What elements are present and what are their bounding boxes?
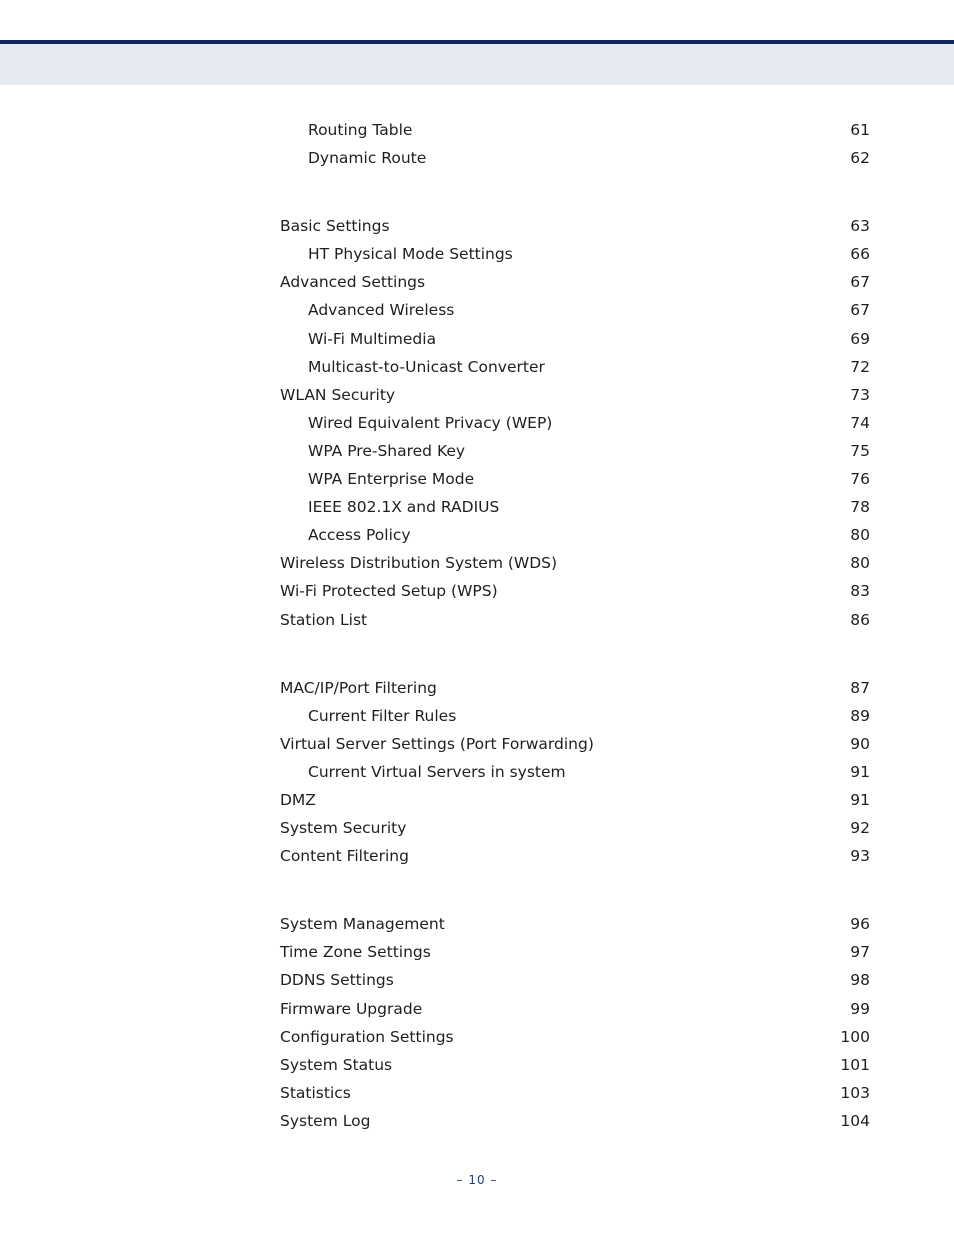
toc-entry-title: Routing Table (308, 121, 413, 139)
toc-entry[interactable] (280, 606, 870, 634)
toc-entry-title: Dynamic Route (308, 149, 427, 168)
toc-entry-page-number: 73 (850, 385, 870, 404)
toc-entry[interactable] (280, 409, 870, 437)
toc-entry-title: DDNS Settings (280, 971, 394, 990)
toc-entry[interactable] (280, 212, 870, 240)
toc-entry-title: Virtual Server Settings (Port Forwarding) (280, 734, 594, 753)
page-number: – 10 – (456, 1173, 498, 1187)
toc-group (280, 116, 870, 172)
toc-entry[interactable] (280, 116, 870, 144)
toc-entry[interactable] (280, 730, 870, 758)
toc-entry[interactable] (280, 521, 870, 549)
toc-group (280, 910, 870, 1135)
toc-entry-title: Multicast-to-Unicast Converter (308, 357, 545, 376)
toc-entry-page-number: 87 (850, 678, 870, 697)
toc-entry-page-number: 91 (850, 790, 870, 809)
toc-entry[interactable] (280, 1051, 870, 1079)
toc-entry-title: Advanced Settings (280, 273, 426, 292)
toc-entry-page-number: 104 (840, 1111, 870, 1130)
toc-entry-page-number: 103 (840, 1083, 870, 1102)
toc-entry[interactable] (280, 465, 870, 493)
toc-entry-page-number: 101 (840, 1055, 870, 1074)
toc-entry-title: Time Zone Settings (280, 943, 431, 962)
toc-entry[interactable] (280, 966, 870, 994)
toc-entry[interactable] (280, 674, 870, 702)
toc-entry[interactable] (280, 437, 870, 465)
toc-entry-page-number: 100 (840, 1027, 870, 1046)
toc-entry-title: DMZ (280, 790, 316, 809)
toc-group (280, 674, 870, 871)
toc-entry-page-number: 96 (850, 915, 870, 934)
toc-entry-page-number: 98 (850, 971, 870, 990)
toc-entry-title: IEEE 802.1X and RADIUS (308, 498, 500, 517)
toc-entry-page-number: 69 (850, 329, 870, 348)
toc-entry-page-number: 74 (850, 413, 870, 432)
toc-entry-title: Basic Settings (280, 217, 390, 236)
toc-entry-page-number: 67 (850, 273, 870, 292)
toc-entry-page-number: 90 (850, 734, 870, 753)
toc-group (280, 212, 870, 633)
toc-entry-page-number: 92 (850, 819, 870, 838)
toc-entry-page-number: 91 (850, 762, 870, 781)
toc-entry[interactable] (280, 786, 870, 814)
toc-entry-title: MAC/IP/Port Filtering (280, 678, 437, 697)
toc-entry[interactable] (280, 758, 870, 786)
toc-entry-title: Access Policy (308, 526, 411, 545)
toc-entry[interactable] (280, 938, 870, 966)
toc-entry-title: WPA Pre-Shared Key (308, 441, 466, 460)
toc-entry-title: Configuration Settings (280, 1027, 454, 1046)
toc-entry-page-number: 61 (850, 121, 870, 139)
toc-entry-page-number: 67 (850, 301, 870, 320)
toc-entry-title: WPA Enterprise Mode (308, 470, 475, 489)
page-header-band (0, 40, 954, 85)
table-of-contents (280, 116, 870, 1175)
toc-entry[interactable] (280, 1079, 870, 1107)
toc-entry[interactable] (280, 493, 870, 521)
toc-entry-page-number: 72 (850, 357, 870, 376)
toc-entry-page-number: 78 (850, 498, 870, 517)
toc-entry-title: Station List (280, 610, 368, 629)
toc-entry[interactable] (280, 814, 870, 842)
toc-entry-title: WLAN Security (280, 385, 396, 404)
toc-entry-page-number: 80 (850, 526, 870, 545)
toc-entry-title: Current Virtual Servers in system (308, 762, 566, 781)
toc-entry[interactable] (280, 325, 870, 353)
toc-entry[interactable] (280, 1023, 870, 1051)
toc-entry[interactable] (280, 910, 870, 938)
toc-entry-title: System Status (280, 1055, 393, 1074)
toc-entry[interactable] (280, 995, 870, 1023)
toc-entry[interactable] (280, 549, 870, 577)
toc-entry-title: Wireless Distribution System (WDS) (280, 554, 558, 573)
toc-entry-page-number: 83 (850, 582, 870, 601)
toc-entry-page-number: 93 (850, 847, 870, 866)
toc-entry-title: HT Physical Mode Settings (308, 245, 513, 264)
toc-entry-page-number: 97 (850, 943, 870, 962)
toc-entry-page-number: 66 (850, 245, 870, 264)
toc-entry-title: Advanced Wireless (308, 301, 455, 320)
toc-entry-title: Wi-Fi Multimedia (308, 329, 437, 348)
toc-entry-page-number: 99 (850, 999, 870, 1018)
toc-entry[interactable] (280, 381, 870, 409)
toc-entry[interactable] (280, 144, 870, 172)
toc-entry-title: Wi-Fi Protected Setup (WPS) (280, 582, 498, 601)
toc-entry[interactable] (280, 296, 870, 324)
toc-entry-page-number: 86 (850, 610, 870, 629)
toc-entry-title: Firmware Upgrade (280, 999, 423, 1018)
toc-entry[interactable] (280, 702, 870, 730)
toc-entry-title: Current Filter Rules (308, 706, 457, 725)
toc-entry-title: Content Filtering (280, 847, 409, 866)
toc-entry[interactable] (280, 842, 870, 870)
toc-entry-title: System Security (280, 819, 407, 838)
toc-entry-title: System Management (280, 915, 445, 934)
toc-entry-page-number: 62 (850, 149, 870, 168)
toc-entry-page-number: 89 (850, 706, 870, 725)
toc-entry[interactable] (280, 1107, 870, 1135)
toc-entry-title: System Log (280, 1111, 371, 1130)
toc-entry-page-number: 63 (850, 217, 870, 236)
toc-entry[interactable] (280, 240, 870, 268)
toc-entry-page-number: 76 (850, 470, 870, 489)
toc-entry-title: Statistics (280, 1083, 351, 1102)
toc-entry[interactable] (280, 268, 870, 296)
toc-entry-title: Wired Equivalent Privacy (WEP) (308, 413, 553, 432)
toc-entry-page-number: 75 (850, 441, 870, 460)
toc-entry[interactable] (280, 353, 870, 381)
toc-entry[interactable] (280, 577, 870, 605)
toc-entry-page-number: 80 (850, 554, 870, 573)
